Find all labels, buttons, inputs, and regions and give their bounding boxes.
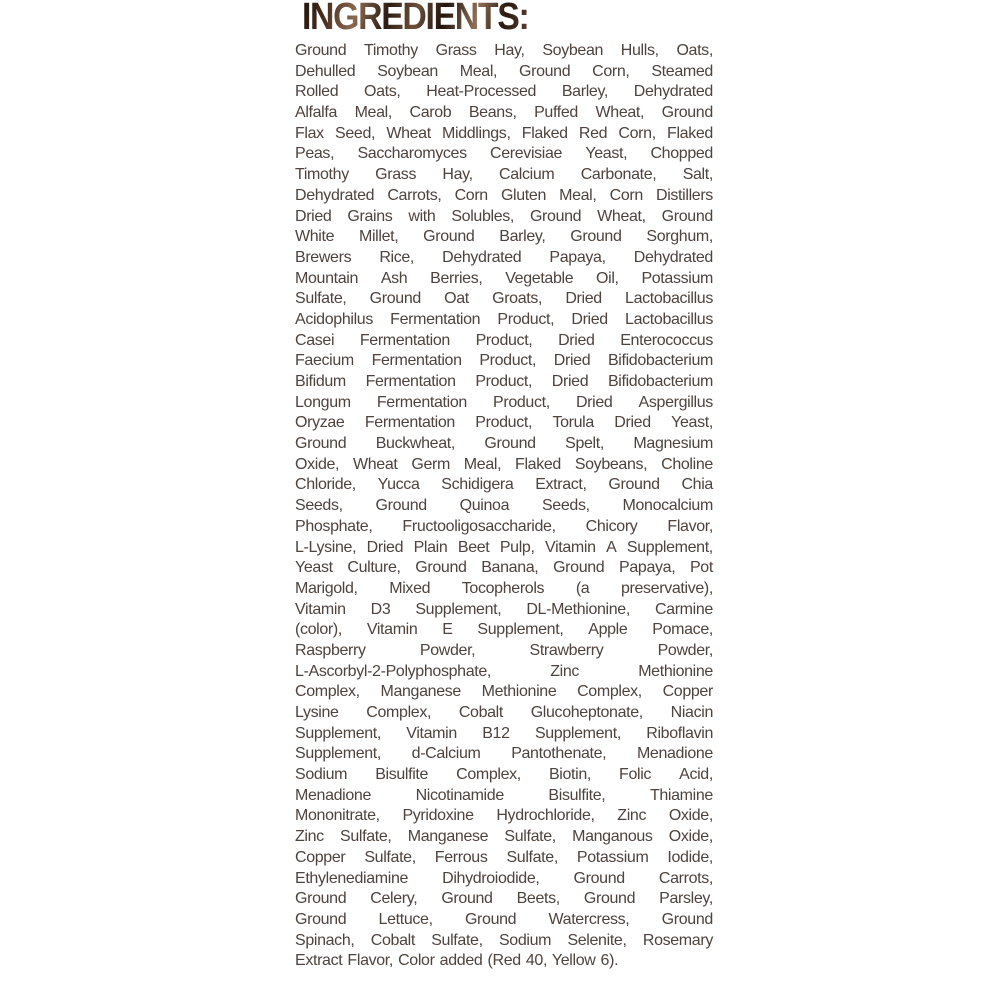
ingredients-line: Peas, Saccharomyces Cerevisiae Yeast, Chopped — [295, 145, 713, 163]
ingredients-line: Oryzae Fermentation Product, Torula Dried Yeast, — [295, 414, 713, 432]
ingredients-line: Alfalfa Meal, Carob Beans, Puffed Wheat, Ground — [295, 104, 713, 122]
ingredients-line: Dehulled Soybean Meal, Ground Corn, Steamed — [295, 62, 713, 80]
ingredients-line: Complex, Manganese Methionine Complex, Copper — [295, 683, 713, 701]
ingredients-line: Supplement, Vitamin B12 Supplement, Riboflavin — [295, 724, 713, 742]
ingredients-line: L-Ascorbyl-2-Polyphosphate, Zinc Methionine — [295, 662, 713, 680]
ingredients-line: Extract Flavor, Color added (Red 40, Yellow 6). — [295, 952, 619, 970]
ingredients-text — [295, 41, 713, 972]
ingredients-line: White Millet, Ground Barley, Ground Sorghum, — [295, 228, 713, 246]
ingredients-line: Ground Buckwheat, Ground Spelt, Magnesium — [295, 435, 713, 453]
ingredients-line: (color), Vitamin E Supplement, Apple Pomace, — [295, 621, 713, 639]
ingredients-line: Longum Fermentation Product, Dried Aspergillus — [295, 393, 713, 411]
ingredients-line: Seeds, Ground Quinoa Seeds, Monocalcium — [295, 497, 713, 515]
ingredients-line: Sodium Bisulfite Complex, Biotin, Folic Acid, — [295, 766, 713, 784]
ingredients-line: Vitamin D3 Supplement, DL-Methionine, Carmine — [295, 600, 713, 618]
ingredients-line: Brewers Rice, Dehydrated Papaya, Dehydrated — [295, 248, 713, 266]
ingredients-line: Copper Sulfate, Ferrous Sulfate, Potassium Iodide, — [295, 848, 713, 866]
ingredients-label-panel — [295, 0, 713, 1000]
ingredients-line: Mononitrate, Pyridoxine Hydrochloride, Zinc Oxide, — [295, 807, 713, 825]
ingredients-line: Rolled Oats, Heat-Processed Barley, Dehydrated — [295, 83, 713, 101]
ingredients-line: Spinach, Cobalt Sulfate, Sodium Selenite, Rosemary — [295, 931, 713, 949]
ingredients-line: Sulfate, Ground Oat Groats, Dried Lactobacillus — [295, 290, 713, 308]
ingredients-line: Raspberry Powder, Strawberry Powder, — [295, 641, 713, 659]
ingredients-line: Menadione Nicotinamide Bisulfite, Thiamine — [295, 786, 713, 804]
ingredients-line: Yeast Culture, Ground Banana, Ground Papaya, Pot — [295, 559, 713, 577]
ingredients-line: Bifidum Fermentation Product, Dried Bifidobacterium — [295, 373, 713, 390]
ingredients-line: Supplement, d-Calcium Pantothenate, Menadione — [295, 745, 713, 763]
ingredients-line: Ground Timothy Grass Hay, Soybean Hulls, Oats, — [295, 42, 713, 59]
ingredients-line: Timothy Grass Hay, Calcium Carbonate, Salt, — [295, 166, 713, 184]
ingredients-line: Flax Seed, Wheat Middlings, Flaked Red Corn, Flaked — [295, 124, 713, 142]
ingredients-heading: INGREDIENTS: — [302, 0, 528, 39]
ingredients-line: Lysine Complex, Cobalt Glucoheptonate, Niacin — [295, 704, 713, 721]
ingredients-line: Ethylenediamine Dihydroiodide, Ground Carrots, — [295, 869, 713, 887]
ingredients-line: Mountain Ash Berries, Vegetable Oil, Potassium — [295, 269, 713, 287]
ingredients-line: Dried Grains with Solubles, Ground Wheat, Ground — [295, 207, 713, 225]
ingredients-line: Casei Fermentation Product, Dried Enterococcus — [295, 331, 713, 349]
ingredients-line: Marigold, Mixed Tocopherols (a preservative), — [295, 579, 713, 597]
ingredients-line: Chloride, Yucca Schidigera Extract, Ground Chia — [295, 476, 713, 494]
ingredients-line: Zinc Sulfate, Manganese Sulfate, Manganous Oxide, — [295, 828, 713, 846]
ingredients-line: Ground Celery, Ground Beets, Ground Parsley, — [295, 890, 713, 908]
ingredients-line: L-Lysine, Dried Plain Beet Pulp, Vitamin A Supplement, — [295, 538, 713, 556]
ingredients-line: Oxide, Wheat Germ Meal, Flaked Soybeans, Choline — [295, 455, 713, 473]
ingredients-line: Faecium Fermentation Product, Dried Bifidobacterium — [295, 352, 713, 370]
ingredients-line: Ground Lettuce, Ground Watercress, Ground — [295, 910, 713, 928]
ingredients-line: Dehydrated Carrots, Corn Gluten Meal, Corn Distillers — [295, 186, 713, 204]
ingredients-line: Phosphate, Fructooligosaccharide, Chicory Flavor, — [295, 517, 713, 535]
ingredients-line: Acidophilus Fermentation Product, Dried Lactobacillus — [295, 310, 713, 328]
